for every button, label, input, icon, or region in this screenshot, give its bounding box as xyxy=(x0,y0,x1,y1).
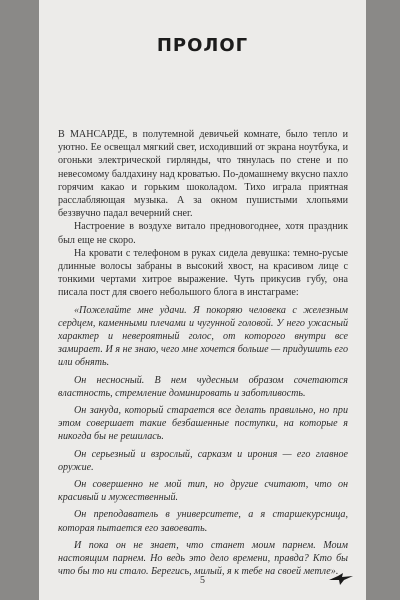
quote-paragraph: Он серьезный и взрослый, сарказм и ирония — его главное оружие. xyxy=(58,448,348,473)
quote-paragraph: И пока он не знает, что станет моим парнем. Моим настоящим парнем. Но ведь это дело времени, правда? Кто бы что бы то ни стало. Берегись, милый, я к тебе на своей метле». xyxy=(58,539,348,578)
quote-paragraph: Он преподаватель в университете, а я старшекурсница, которая пытается его завоевать. xyxy=(58,509,348,534)
flying-bird-logo-icon xyxy=(329,573,353,585)
paragraph: На кровати с телефоном в руках сидела девушка: темно-русые длинные волосы забраны в высокий хвост, на красивом лице с тонкими чертами хитрое выражение. Чуть прикусив губу, она писала пост для своего небольшого блога в инстаграме: xyxy=(58,247,348,299)
quote-paragraph: Он совершенно не мой тип, но другие считают, что он красивый и мужественный. xyxy=(58,479,348,504)
book-page xyxy=(39,0,366,600)
chapter-text xyxy=(58,128,348,579)
page-number: 5 xyxy=(200,575,205,586)
quote-paragraph: «Пожелайте мне удачи. Я покоряю человека с железным сердцем, каменными плечами и чугунной головой. У него ужасный характер и невероятный голос, от которого внутри все замирает. И я не знаю, чего мне хочется больше — придушить его или обнять. xyxy=(58,304,348,369)
quote-paragraph: Он несносный. В нем чудесным образом сочетаются властность, стремление доминировать и заботливость. xyxy=(58,374,348,399)
quote-paragraph: Он зануда, который старается все делать правильно, но при этом совершает такие безбашенные поступки, на которые я никогда бы не решилась. xyxy=(58,405,348,443)
paragraph: Настроение в воздухе витало предновогоднее, хотя праздник был еще не скоро. xyxy=(58,221,348,246)
paragraph: В МАНСАРДЕ, в полутемной девичьей комнате, было тепло и уютно. Ее освещал мягкий свет, исходивший от экрана ноутбука, и огоньки электрической гирлянды, что тянулась по стене и по невесомому балдахину над кроватью. По-домашнему вкусно пахло горячим какао и горьким шоколадом. Тихо играла приятная расслабляющая музыка. А за окном пушистыми хлопьями беззвучно падал вечерний снег. xyxy=(58,129,348,220)
chapter-title: ПРОЛОГ xyxy=(156,35,249,56)
